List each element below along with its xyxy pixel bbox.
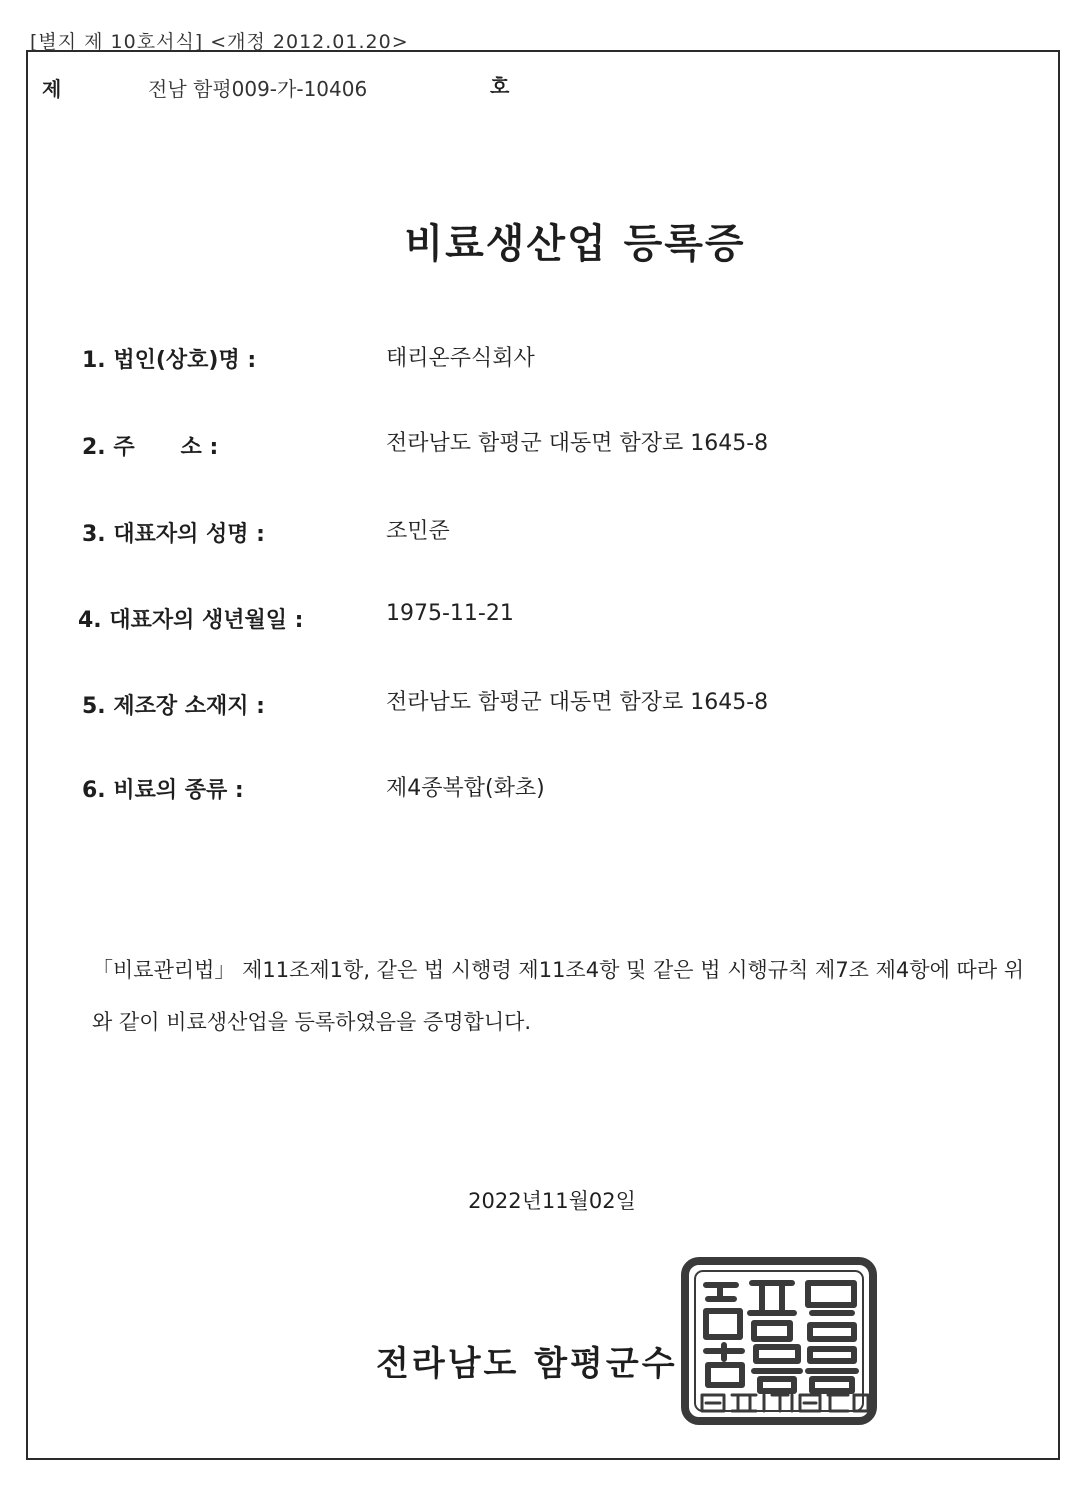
field-label-factory-location: 5. 제조장 소재지 : — [82, 694, 265, 719]
issuer-name: 전라남도 함평군수 — [376, 1344, 678, 1384]
field-value-fertilizer-type: 제4종복합(화초) — [386, 776, 545, 801]
certification-statement: 「비료관리법」 제11조제1항, 같은 법 시행령 제11조4항 및 같은 법 시행규칙 제7조 제4항에 따라 위와 같이 비료생산업을 등록하였음을 증명합니다. — [92, 958, 1025, 1034]
certificate-title: 비료생산업 등록증 — [404, 221, 746, 267]
field-label-company-name: 1. 법인(상호)명 : — [82, 348, 257, 373]
field-value-factory-location: 전라남도 함평군 대동면 함장로 1645-8 — [386, 690, 769, 715]
field-label-fertilizer-type: 6. 비료의 종류 : — [82, 778, 244, 803]
field-value-address: 전라남도 함평군 대동면 함장로 1645-8 — [386, 431, 769, 456]
field-label-representative-name: 3. 대표자의 성명 : — [82, 522, 265, 547]
registration-number: 전남 함평009-가-10406 — [148, 77, 368, 101]
registration-suffix: 호 — [490, 74, 510, 98]
field-label-address: 2. 주 소 : — [82, 435, 219, 460]
issue-date: 2022년11월02일 — [468, 1189, 636, 1213]
official-seal-stamp — [680, 1255, 878, 1427]
form-number-label: [별지 제 10호서식] <개정 2012.01.20> — [30, 31, 409, 53]
field-value-representative-name: 조민준 — [386, 519, 450, 544]
field-value-representative-birthdate: 1975-11-21 — [386, 601, 514, 626]
field-label-representative-birthdate: 4. 대표자의 생년월일 : — [78, 608, 304, 633]
registration-prefix: 제 — [42, 77, 62, 101]
field-value-company-name: 태리온주식회사 — [386, 346, 535, 371]
